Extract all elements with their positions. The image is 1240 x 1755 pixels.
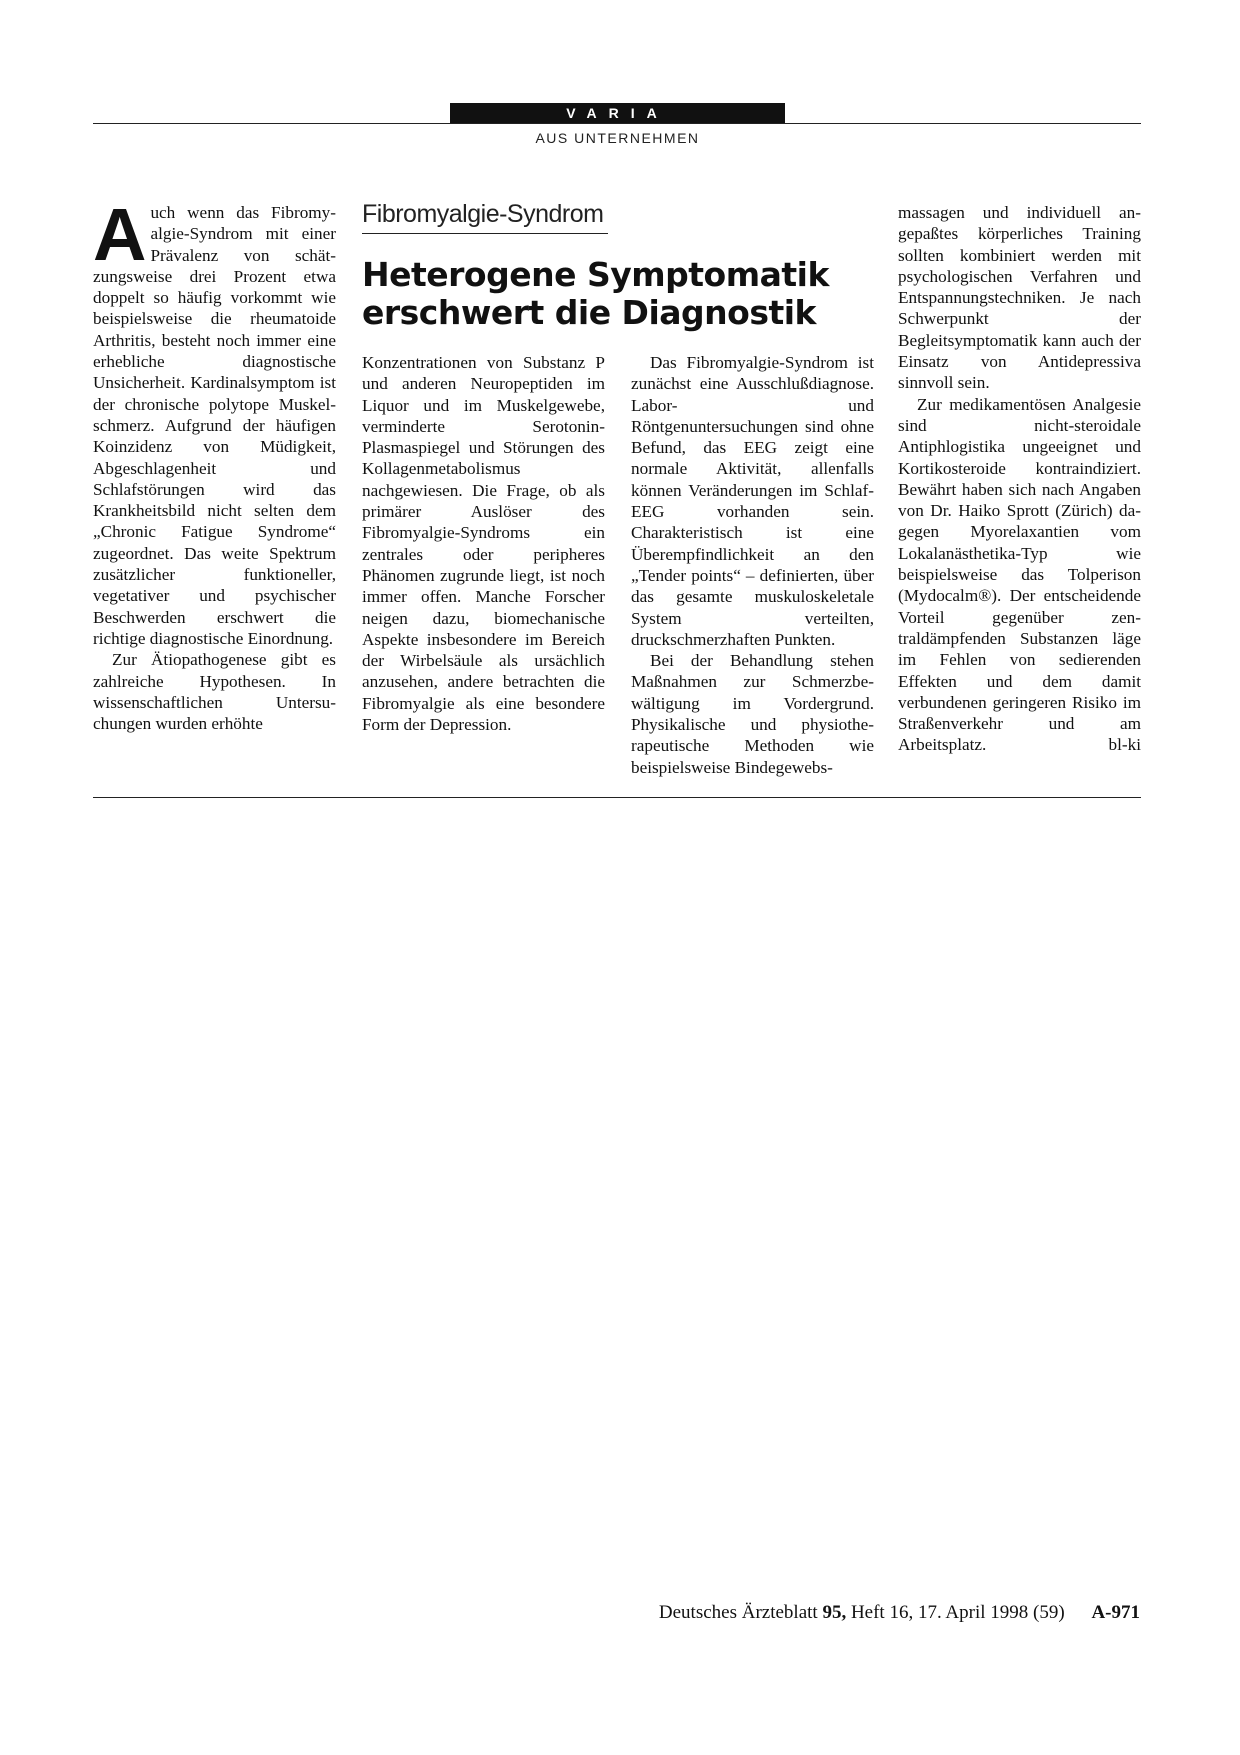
- issue-date: Heft 16, 17. April 1998 (59): [850, 1602, 1065, 1623]
- section-label: AUS UNTERNEHMEN: [535, 130, 700, 146]
- paragraph: Bei der Behandlung stehen Maßnahmen zur Schmerzbewältigung im Vordergrund. Physikalische und physiotherapeutische Methoden wie beispielsweise Bindegewebs-: [631, 651, 874, 777]
- article-headline: [362, 256, 862, 332]
- article-column-4: [898, 202, 1141, 756]
- volume-number: 95,: [822, 1602, 847, 1623]
- journal-name: Deutsches Ärzteblatt: [658, 1602, 818, 1623]
- paragraph: Konzentrationen von Substanz P und anderen Neuropeptiden im Liquor und im Muskelgewebe, verminderte Serotonin-Plasmaspiegel und Störungen des Kollagenmetabolismus nachgewiesen. Die Frage, ob als primärer Auslöser des Fibromyalgie-Syndroms ein zentrales oder peripheres Phänomen zugrunde liegt, ist noch immer offen. Manche Forscher neigen dazu, biomechanische Aspekte insbesondere im Bereich der Wirbelsäule als ursächlich anzusehen, andere betrachten die Fibromyalgie als eine besondere Form der Depression.: [362, 353, 605, 735]
- paragraph: [93, 193, 336, 649]
- paragraph: massagen und individuell angepaßtes körperliches Training sollten kombiniert werden mit psychologischen Verfahren und Entspannungstechniken. Je nach Schwerpunkt der Begleitsymptomatik kann auch der Einsatz von Antidepressiva sinnvoll sein.: [898, 203, 1141, 393]
- page-number: A-971: [1091, 1602, 1140, 1623]
- article-column-1: [93, 193, 336, 734]
- header-rule: [93, 123, 1141, 124]
- paragraph-text: Zur medikamentösen Analgesie sind nicht-steroidale Antiphlogistika ungeeignet und Kortikosteroide kontraindiziert. Bewährt haben sich nach Angaben von Dr. Haiko Sprott (Zürich) dagegen Myorelaxantien vom Lokalanästhetika-Typ wie beispielsweise das Tolperison (Mydocalm®). Der entscheidende Vorteil gegenüber zentraldämpfenden Substanzen läge im Fehlen von sedierenden Effekten und dem damit verbundenen geringeren Risiko im Straßenverkehr und am Arbeitsplatz.: [898, 394, 1141, 755]
- paragraph: Zur Ätiopathogenese gibt es zahlreiche Hypothesen. In wissenschaftlichen Untersuchungen wurden erhöhte: [93, 650, 336, 734]
- paragraph-text: uch wenn das Fibromyalgie-Syndrom mit einer Prävalenz von schätzungsweise drei Prozent etwa doppelt so häufig vorkommt wie beispielsweise die rheumatoide Arthritis, besteht noch immer eine erhebliche diagnostische Unsicherheit. Kardinalsymptom ist der chronische polytope Muskelschmerz. Aufgrund der häufigen Koinzidenz von Müdigkeit, Abgeschlagenheit und Schlafstörungen wird das Krankheitsbild nicht selten dem „Chronic Fatigue Syndrome“ zugeordnet. Das weite Spektrum zusätzlicher funktioneller, vegetativer und psychischer Beschwerden erschwert die richtige diagnostische Einordnung.: [93, 203, 336, 648]
- dropcap: A: [93, 193, 147, 276]
- section-bar: VARIA: [450, 103, 785, 123]
- headline-line: Heterogene Symptomatik: [362, 255, 829, 294]
- author-signature: bl-ki: [1108, 735, 1141, 755]
- article-kicker: Fibromyalgie-Syndrom: [362, 200, 608, 234]
- article-column-2: [362, 352, 605, 735]
- paragraph: [898, 394, 1141, 756]
- paragraph: Das Fibromyalgie-Syndrom ist zunächst eine Ausschlußdiagnose. Labor- und Röntgenuntersuchungen sind ohne Befund, das EEG zeigt eine normale Aktivität, allenfalls können Veränderungen im Schlaf-EEG vorhanden sein. Charakteristisch ist eine Überempfindlichkeit an den „Tender points“ – definierten, über das gesamte muskuloskeletale System verteilten, druckschmerzhaften Punkten.: [631, 353, 874, 649]
- article-column-3: [631, 352, 874, 778]
- headline-line: erschwert die Diagnostik: [362, 293, 816, 332]
- page-footer: [600, 1602, 1140, 1624]
- article-bottom-rule: [93, 797, 1141, 798]
